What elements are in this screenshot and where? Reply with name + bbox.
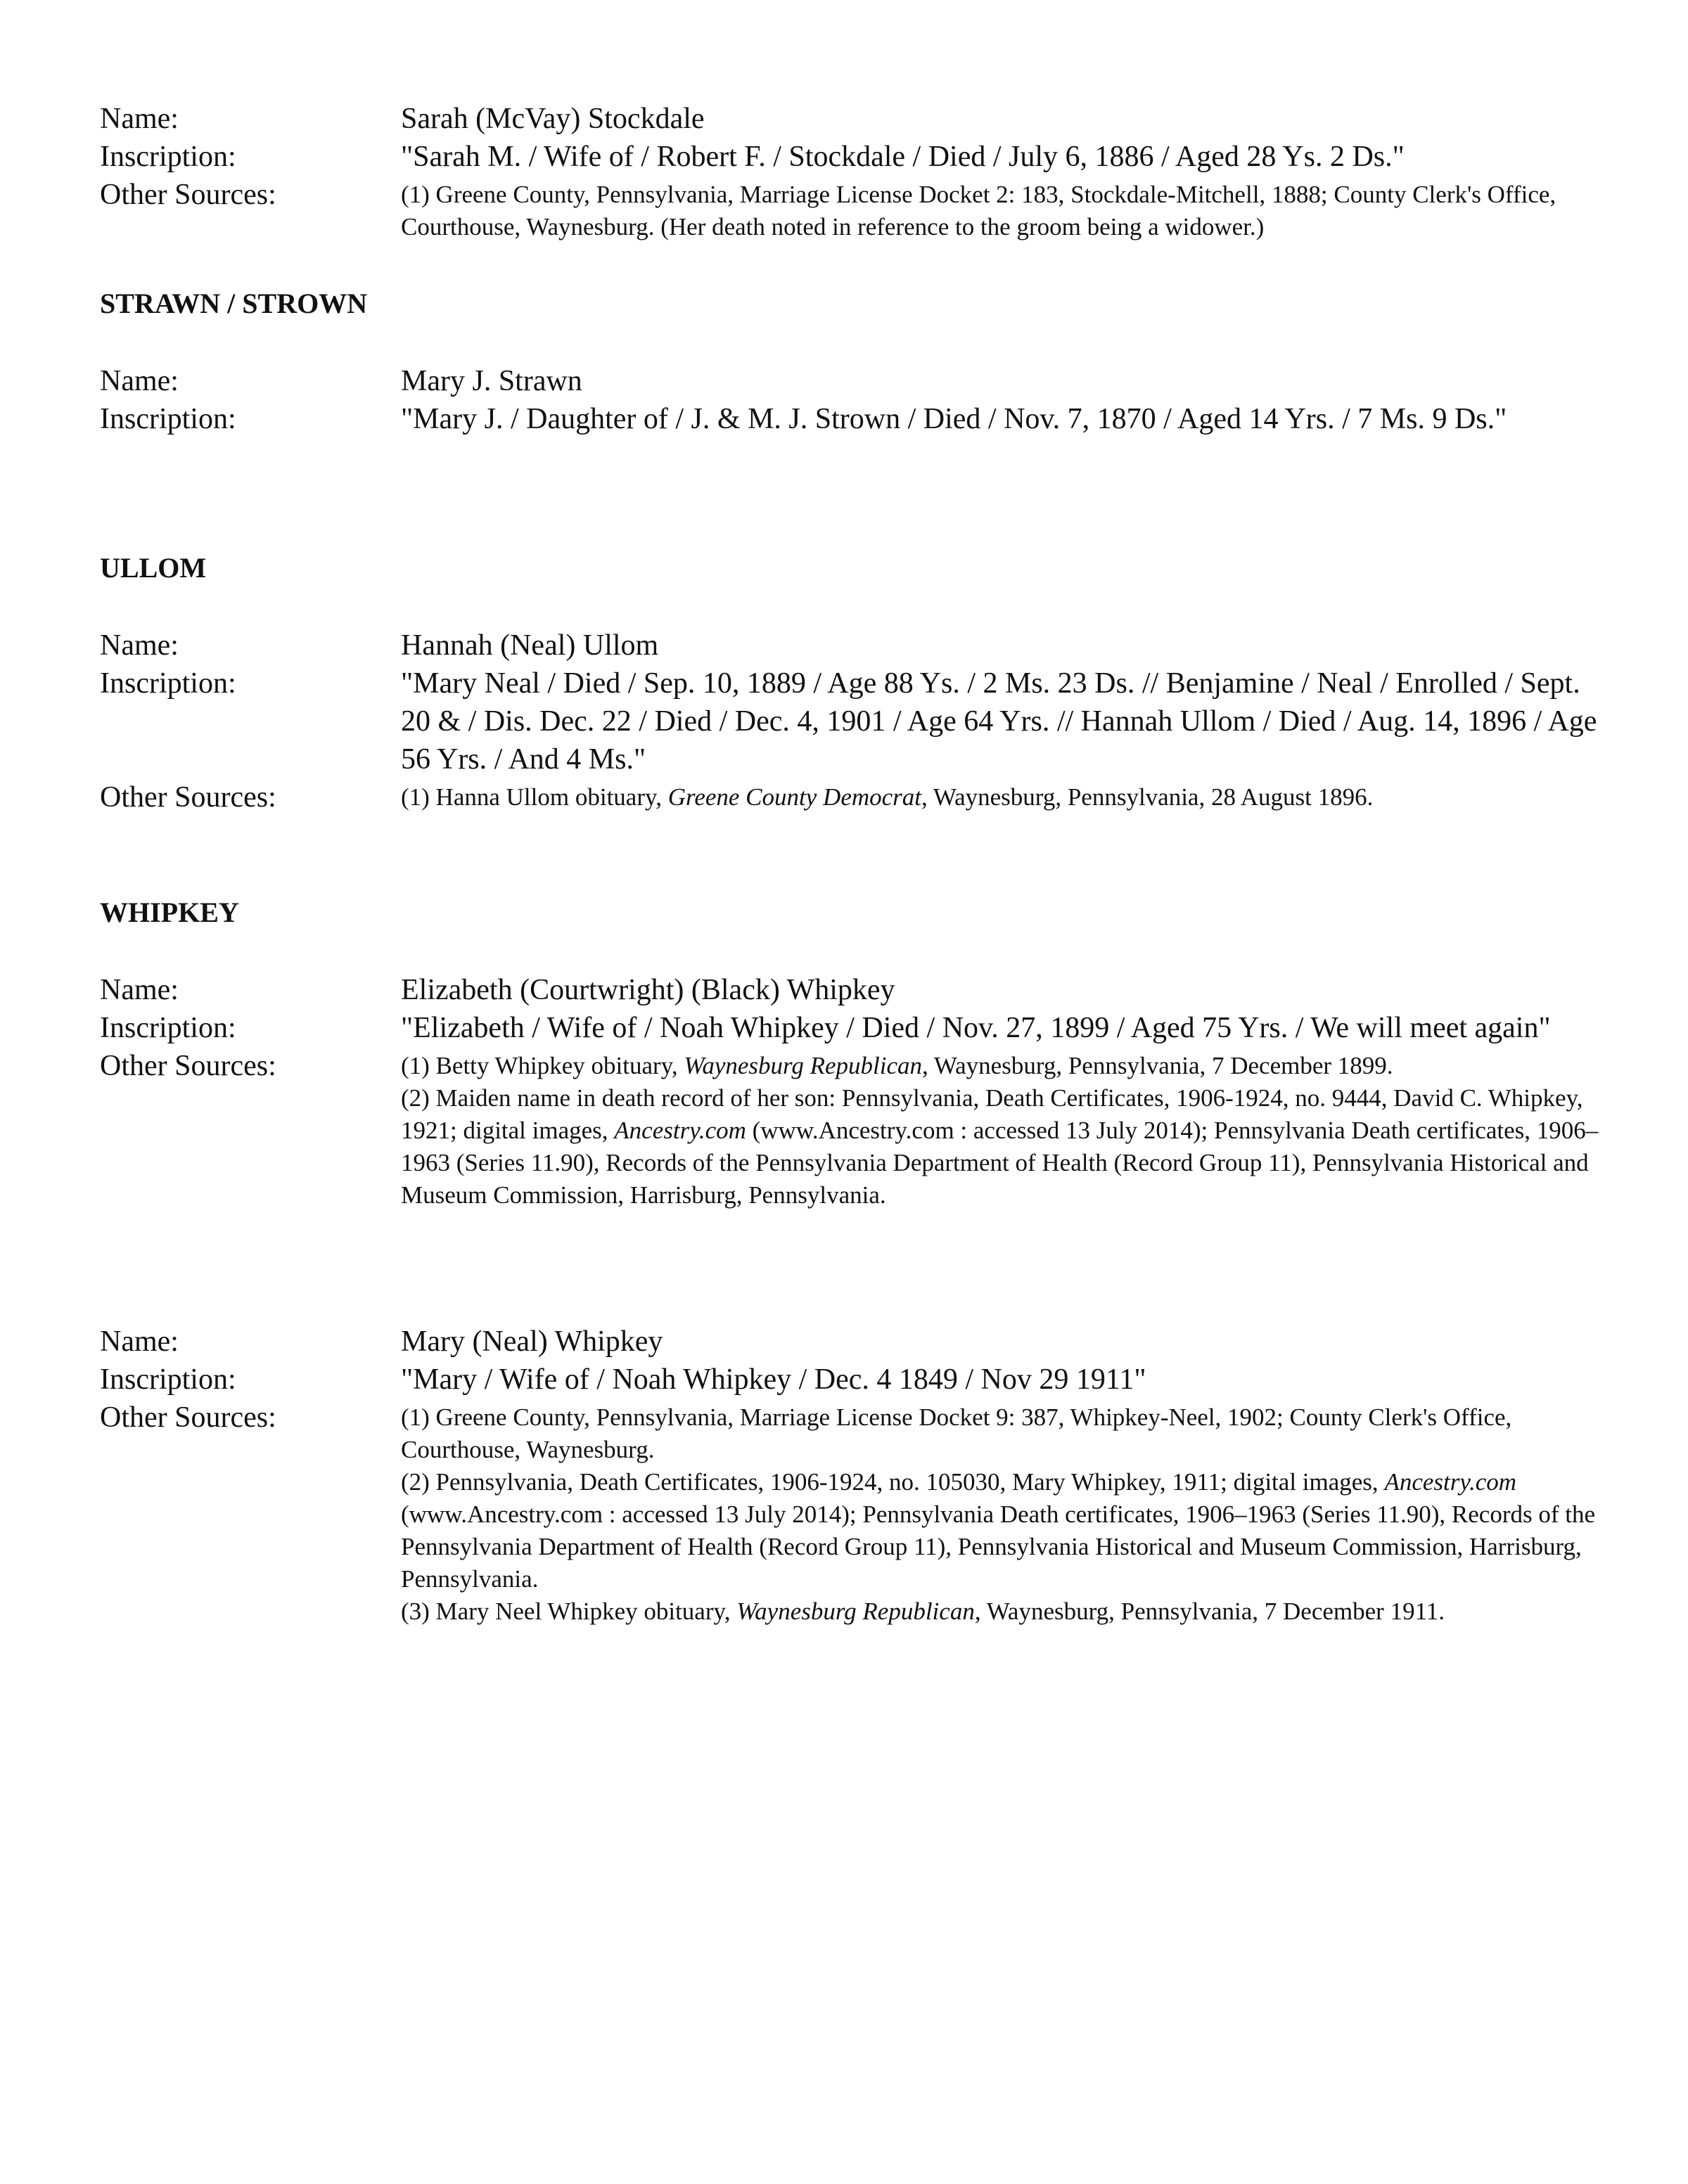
source-text: (www.Ancestry.com : accessed 13 July 2014); Pennsylvania Death certificates, 1906–1963 (Series 11.90), Records of the Pennsylvania Department of Health (Record Group 11), Pennsylvania Historical and Museum Commission, Harrisburg, Pennsylvania. [401,1117,1599,1209]
section-heading-whipkey: WHIPKEY [100,897,239,928]
inscription-label: Inscription: [100,667,236,700]
other-sources-label: Other Sources: [100,781,276,814]
source-item [401,1595,1605,1628]
source-item [401,1466,1605,1595]
name-label: Name: [100,1325,179,1358]
other-sources-row [100,778,1605,816]
inscription-value: "Elizabeth / Wife of / Noah Whipkey / Died / Nov. 27, 1899 / Aged 75 Yrs. / We will meet again" [401,1012,1551,1044]
entry-ullom [100,627,1605,816]
source-text: (2) Maiden name in death record of her son: Pennsylvania, Death Certificates, 1906-1924, no. 9444, David C. Whipkey, 1921; digital images, [401,1084,1583,1144]
entry-whipkey-mary [100,1323,1605,1628]
name-row [100,100,1605,138]
source-text: (1) Hanna Ullom obituary, [401,783,668,811]
name-row [100,627,1605,664]
other-sources-row [100,176,1605,243]
inscription-row [100,1361,1605,1399]
name-label: Name: [100,629,179,662]
section-heading-ullom: ULLOM [100,552,207,584]
inscription-row [100,138,1605,176]
inscription-value: "Sarah M. / Wife of / Robert F. / Stockdale / Died / July 6, 1886 / Aged 28 Ys. 2 Ds." [401,141,1405,173]
inscription-row [100,400,1605,438]
source-text: , Waynesburg, Pennsylvania, 7 December 1911. [974,1598,1445,1625]
publication-title: Waynesburg Republican [684,1052,923,1079]
name-label: Name: [100,974,179,1006]
inscription-label: Inscription: [100,1363,236,1396]
name-row [100,971,1605,1009]
other-sources-row [100,1399,1605,1628]
source-text: (2) Pennsylvania, Death Certificates, 1906-1924, no. 105030, Mary Whipkey, 1911; digital images, [401,1468,1385,1496]
source-text: (3) Mary Neel Whipkey obituary, [401,1598,737,1625]
publication-title: Greene County Democrat [667,783,922,811]
name-value: Hannah (Neal) Ullom [401,629,659,662]
source-item [401,781,1605,814]
other-sources-label: Other Sources: [100,1401,276,1434]
inscription-row [100,664,1605,778]
inscription-label: Inscription: [100,1012,236,1044]
other-sources-value [401,176,1605,243]
name-value: Mary (Neal) Whipkey [401,1325,663,1358]
other-sources-value [401,778,1605,814]
other-sources-label: Other Sources: [100,179,276,211]
name-value: Sarah (McVay) Stockdale [401,103,705,135]
name-label: Name: [100,365,179,397]
name-row [100,362,1605,400]
source-item [401,1082,1605,1212]
inscription-label: Inscription: [100,403,236,435]
inscription-value: "Mary / Wife of / Noah Whipkey / Dec. 4 1849 / Nov 29 1911" [401,1363,1146,1396]
source-text: (www.Ancestry.com : accessed 13 July 2014); Pennsylvania Death certificates, 1906–1963 (Series 11.90), Records of the Pennsylvania Department of Health (Record Group 11), Pennsylvania Historical and Museum Commission, Harrisburg, Pennsylvania. [401,1501,1596,1593]
entry-strawn [100,362,1605,438]
source-item: (1) Greene County, Pennsylvania, Marriage License Docket 9: 387, Whipkey-Neel, 1902; County Clerk's Office, Courthouse, Waynesburg. [401,1403,1512,1463]
inscription-label: Inscription: [100,141,236,173]
source-text: , Waynesburg, Pennsylvania, 7 December 1899. [922,1052,1393,1079]
other-sources-label: Other Sources: [100,1050,276,1082]
other-sources-value [401,1047,1605,1212]
website-title: Ancestry.com [1384,1468,1517,1496]
source-item [401,1050,1605,1082]
source-text: (1) Betty Whipkey obituary, [401,1052,684,1079]
inscription-row [100,1009,1605,1047]
source-text: , Waynesburg, Pennsylvania, 28 August 1896. [921,783,1374,811]
other-sources-value [401,1399,1605,1628]
section-heading-strawn: STRAWN / STROWN [100,288,368,319]
name-row [100,1323,1605,1361]
website-title: Ancestry.com [614,1117,746,1144]
name-value: Elizabeth (Courtwright) (Black) Whipkey [401,974,895,1006]
other-sources-row [100,1047,1605,1212]
source-item: (1) Greene County, Pennsylvania, Marriage License Docket 2: 183, Stockdale-Mitchell, 1888; County Clerk's Office, Courthouse, Waynesburg. (Her death noted in reference to the groom being a widower.) [401,181,1556,240]
publication-title: Waynesburg Republican [736,1598,975,1625]
entry-whipkey-elizabeth [100,971,1605,1212]
inscription-value: "Mary J. / Daughter of / J. & M. J. Strown / Died / Nov. 7, 1870 / Aged 14 Yrs. / 7 Ms. 9 Ds." [401,403,1507,435]
entry-stockdale [100,100,1605,243]
inscription-value: "Mary Neal / Died / Sep. 10, 1889 / Age 88 Ys. / 2 Ms. 23 Ds. // Benjamine / Neal / Enrolled / Sept. 20 & / Dis. Dec. 22 / Died / Dec. 4, 1901 / Age 64 Yrs. // Hannah Ullom / Died / Aug. 14, 1896 / Age 56 Yrs. / And 4 Ms." [401,667,1597,776]
name-label: Name: [100,103,179,135]
name-value: Mary J. Strawn [401,365,582,397]
